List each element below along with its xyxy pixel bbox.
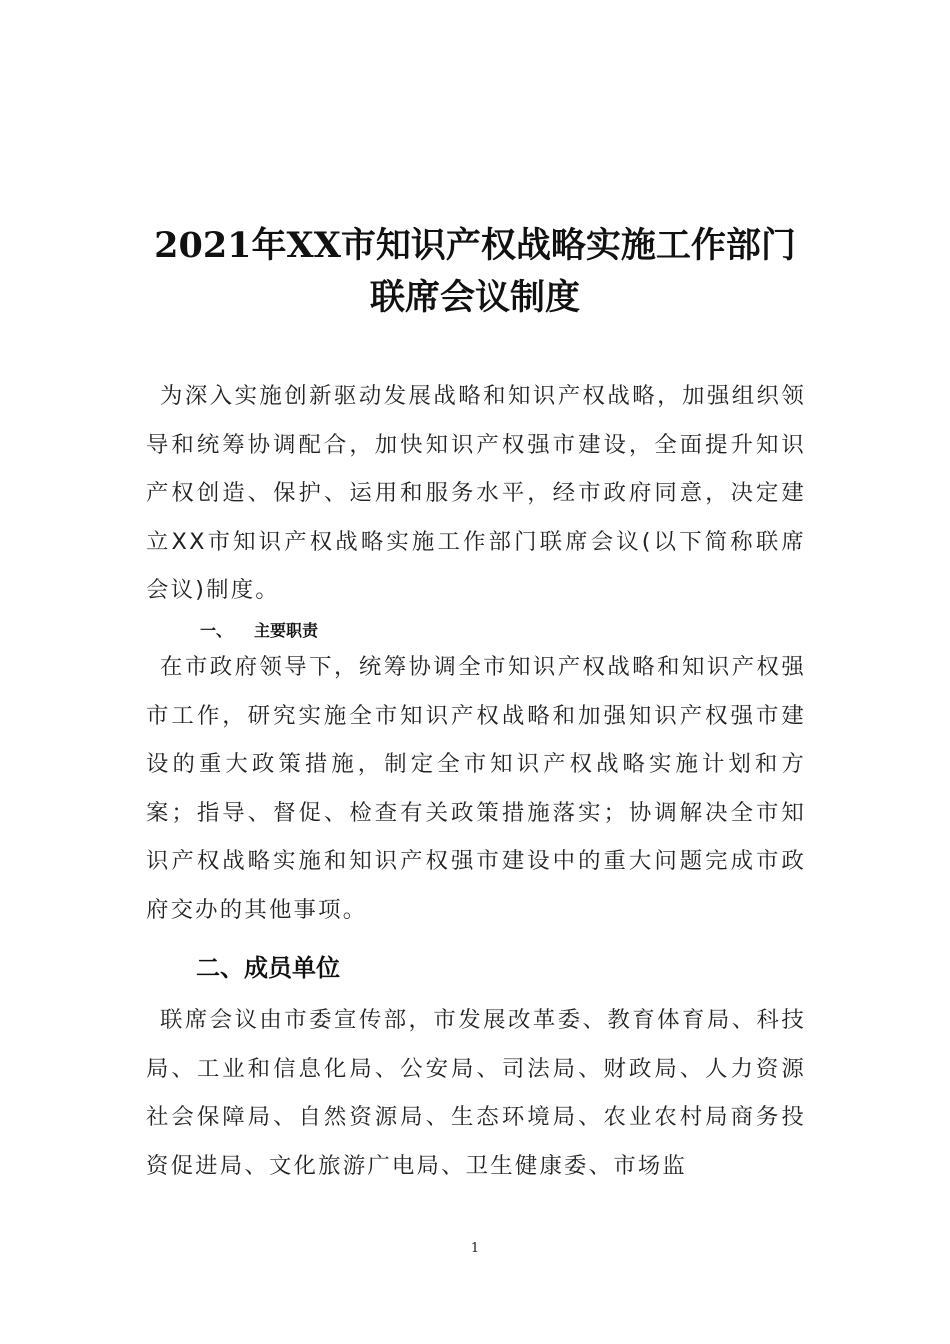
section-1-heading xyxy=(200,620,318,642)
document-title-line-1: 2021年XX市知识产权战略实施工作部门 xyxy=(154,225,796,266)
section-1-paragraph: 在市政府领导下，统筹协调全市知识产权战略和知识产权强市工作，研究实施全市知识产权战略和加强知识产权强市建设的重大政策措施，制定全市知识产权战略实施计划和方案；指导、督促、检查有关政策措施落实；协调解决全市知识产权战略实施和知识产权强市建设中的重大问题完成市政府交办的其他事项。 xyxy=(146,654,806,923)
document-title-line-2: 联席会议制度 xyxy=(369,277,580,318)
page-number: 1 xyxy=(470,1241,480,1256)
section-1-title: 主要职责 xyxy=(254,621,319,640)
section-1-number: 一、 xyxy=(200,621,233,640)
section-2-heading: 二、成员单位 xyxy=(196,954,340,982)
intro-paragraph: 为深入实施创新驱动发展战略和知识产权战略，加强组织领导和统筹协调配合，加快知识产权强市建设，全面提升知识产权创造、保护、运用和服务水平，经市政府同意，决定建立XX市知识产权战略实施工作部门联席会议(以下简称联席会议)制度。 xyxy=(146,383,806,604)
section-2-paragraph: 联席会议由市委宣传部，市发展改革委、教育体育局、科技局、工业和信息化局、公安局、司法局、财政局、人力资源社会保障局、自然资源局、生态环境局、农业农村局商务投资促进局、文化旅游广电局、卫生健康委、市场监 xyxy=(146,1007,806,1179)
